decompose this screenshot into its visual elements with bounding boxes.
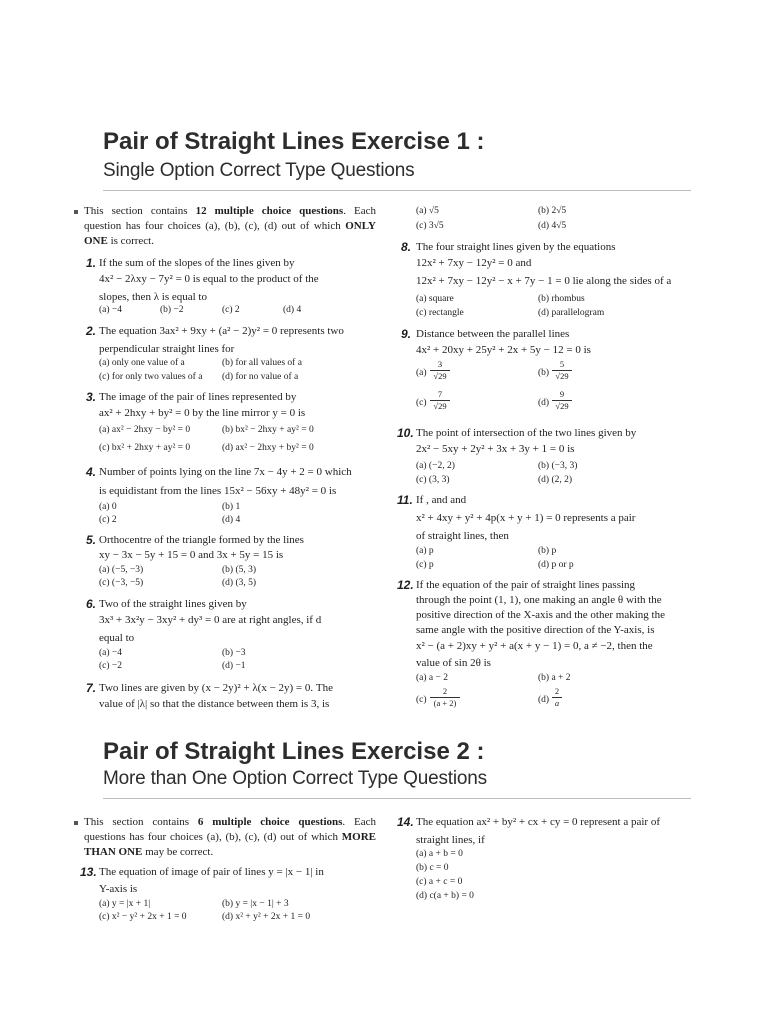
question-text: positive direction of the X-axis and the other making the: [416, 609, 665, 621]
option-c: (c) rectangle: [416, 308, 464, 318]
option-c: (c) 2: [99, 515, 117, 525]
question-number: 9.: [401, 327, 412, 341]
question-text: straight lines, if: [416, 834, 485, 846]
question-text: of straight lines, then: [416, 530, 509, 542]
bullet-icon: [74, 210, 78, 214]
question-number: 7.: [86, 681, 97, 695]
fraction-numerator: 3: [437, 359, 443, 369]
option-d: (d) ax² − 2hxy + by² = 0: [222, 443, 314, 453]
fraction-denominator: √29: [555, 401, 569, 411]
option-b: (b) (5, 3): [222, 565, 257, 575]
question-text: Distance between the parallel lines: [416, 328, 570, 340]
question-text: Y-axis is: [99, 883, 138, 895]
option-a: (a) only one value of a: [99, 358, 185, 368]
option-b: (b) (−3, 3): [538, 461, 578, 471]
option-a: (a): [416, 368, 427, 378]
option-b: (b) a + 2: [538, 673, 571, 683]
exercise-2-title: Pair of Straight Lines Exercise 2 :: [103, 738, 485, 765]
option-b: (b) for all values of a: [222, 358, 302, 368]
option-a: (a) (−2, 2): [416, 461, 455, 471]
option-b: (b) −2: [160, 305, 184, 315]
option-c: (c) x² − y² + 2x + 1 = 0: [99, 912, 187, 922]
option-d: (d) parallelogram: [538, 308, 605, 318]
question-text: The equation 3ax² + 9xy + (a² − 2)y² = 0 represents two: [99, 325, 344, 337]
question-text: The equation ax² + by² + cx + cy = 0 represent a pair of: [416, 816, 660, 828]
question-text: 12x² + 7xy − 12y² − x + 7y − 1 = 0 lie along the sides of a: [416, 275, 672, 287]
option-c: (c): [416, 695, 427, 705]
question-text: Two lines are given by (x − 2y)² + λ(x − 2y) = 0. The: [99, 682, 333, 694]
option-c: (c) (−3, −5): [99, 578, 144, 588]
question-text: The image of the pair of lines represented by: [99, 391, 297, 403]
question-text: 12x² + 7xy − 12y² = 0 and: [416, 257, 532, 269]
option-a: (a) a − 2: [416, 673, 448, 683]
option-a: (a) p: [416, 546, 434, 556]
question-number: 11.: [397, 493, 413, 507]
question-text: 3x³ + 3x²y − 3xy² + dy³ = 0 are at right angles, if d: [99, 614, 322, 626]
fraction-numerator: 2: [442, 686, 448, 696]
question-number: 1.: [86, 256, 97, 270]
question-number: 10.: [397, 426, 414, 440]
question-text: x² + 4xy + y² + 4p(x + y + 1) = 0 represents a pair: [416, 512, 636, 524]
option-b: (b) p: [538, 546, 557, 556]
question-text: 4x² + 20xy + 25y² + 2x + 5y − 12 = 0 is: [416, 344, 591, 356]
option-b: (b) 1: [222, 502, 241, 512]
option-d: (d) for no value of a: [222, 372, 299, 382]
option-b: (b) bx² − 2hxy + ay² = 0: [222, 425, 314, 435]
question-text: Number of points lying on the line 7x − 4y + 2 = 0 which: [99, 466, 352, 478]
option-c: (c) p: [416, 560, 434, 570]
option-c: (c) for only two values of a: [99, 372, 203, 382]
option-d: (d) −1: [222, 661, 246, 671]
exercise-2-subtitle: More than One Option Correct Type Questions: [103, 768, 487, 789]
question-text: The point of intersection of the two lines given by: [416, 427, 637, 439]
divider: [103, 190, 691, 191]
fraction-denominator: √29: [555, 371, 569, 381]
question-text: If the equation of the pair of straight lines passing: [416, 579, 636, 591]
option-c: (c) (3, 3): [416, 475, 450, 485]
option-c: (c) 3√5: [416, 221, 444, 231]
question-number: 8.: [401, 240, 412, 254]
fraction-denominator: a: [554, 698, 560, 708]
question-text: xy − 3x − 5y + 15 = 0 and 3x + 5y = 15 is: [99, 549, 284, 561]
option-b: (b) c = 0: [416, 863, 449, 873]
fraction-numerator: 9: [559, 389, 565, 399]
option-c: (c): [416, 398, 427, 408]
exercise-2-intro: This section contains 6 multiple choice questions. Each questions has four choices (a), (b), (c), (d) out of which MORE THAN ONE may be correct.: [84, 816, 377, 858]
option-a: (a) 0: [99, 502, 117, 512]
question-text: If the sum of the slopes of the lines given by: [99, 257, 295, 269]
option-d: (d) x² + y² + 2x + 1 = 0: [222, 912, 311, 922]
option-a: (a) −4: [99, 648, 123, 658]
option-a: (a) −4: [99, 305, 123, 315]
question-text: 2x² − 5xy + 2y² + 3x + 3y + 1 = 0 is: [416, 443, 575, 455]
question-number: 2.: [86, 324, 97, 338]
question-number: 5.: [86, 533, 97, 547]
question-text: perpendicular straight lines for: [99, 343, 235, 355]
option-b: (b): [538, 368, 550, 378]
question-text: value of sin 2θ is: [416, 657, 491, 669]
question-text: value of |λ| so that the distance between them is 3, is: [99, 698, 330, 710]
question-number: 14.: [397, 815, 414, 829]
option-d: (d) 4√5: [538, 221, 567, 231]
option-c: (c) −2: [99, 661, 123, 671]
option-b: (b) y = |x − 1| + 3: [222, 899, 289, 909]
option-b: (b) −3: [222, 648, 246, 658]
option-a: (a) y = |x + 1|: [99, 899, 151, 909]
fraction-denominator: √29: [433, 371, 447, 381]
fraction-numerator: 2: [554, 686, 560, 696]
question-text: ax² + 2hxy + by² = 0 by the line mirror y = 0 is: [99, 407, 306, 419]
question-text: x² − (a + 2)xy + y² + a(x + y − 1) = 0, a ≠ −2, then the: [416, 640, 653, 652]
question-text: Two of the straight lines given by: [99, 598, 247, 610]
option-a: (a) (−5, −3): [99, 565, 144, 575]
question-number: 6.: [86, 597, 97, 611]
bullet-icon: [74, 821, 78, 825]
question-text: The equation of image of pair of lines y = |x − 1| in: [99, 866, 324, 878]
question-text: Orthocentre of the triangle formed by the lines: [99, 534, 304, 546]
fraction-denominator: √29: [433, 401, 447, 411]
option-d: (d) 4: [222, 515, 241, 525]
question-number: 12.: [397, 578, 414, 592]
question-number: 4.: [86, 465, 97, 479]
option-b: (b) rhombus: [538, 294, 585, 304]
option-a: (a) ax² − 2hxy − by² = 0: [99, 425, 191, 435]
question-text: slopes, then λ is equal to: [99, 291, 207, 303]
option-c: (c) 2: [222, 305, 240, 315]
option-d: (d): [538, 398, 550, 408]
question-number: 13.: [80, 865, 97, 879]
question-text: same angle with the positive direction of the Y-axis, is: [416, 624, 655, 636]
option-b: (b) 2√5: [538, 206, 567, 216]
question-text: is equidistant from the lines 15x² − 56xy + 48y² = 0 is: [99, 485, 337, 497]
option-d: (d) c(a + b) = 0: [416, 891, 474, 901]
option-a: (a) √5: [416, 206, 439, 216]
option-d: (d) 4: [283, 305, 302, 315]
option-d: (d) (3, 5): [222, 578, 257, 588]
option-d: (d) p or p: [538, 560, 574, 570]
question-text: through the point (1, 1), one making an angle θ with the: [416, 594, 662, 606]
question-text: If , and and: [416, 494, 467, 506]
exercise-1-subtitle: Single Option Correct Type Questions: [103, 160, 415, 181]
question-text: 4x² − 2λxy − 7y² = 0 is equal to the product of the: [99, 273, 319, 285]
fraction-denominator: (a + 2): [433, 698, 457, 708]
question-text: equal to: [99, 632, 135, 644]
fraction-numerator: 7: [437, 389, 443, 399]
divider: [103, 798, 691, 799]
exercise-1-intro: This section contains 12 multiple choice questions. Each question has four choices (a), (b), (c), (d) out of which ONLY ONE is correct.: [84, 205, 376, 247]
option-d: (d) (2, 2): [538, 475, 573, 485]
option-a: (a) a + b = 0: [416, 849, 463, 859]
option-c: (c) a + c = 0: [416, 877, 463, 887]
fraction-numerator: 5: [559, 359, 565, 369]
option-d: (d): [538, 695, 550, 705]
option-c: (c) bx² + 2hxy + ay² = 0: [99, 443, 191, 453]
exercise-1-title: Pair of Straight Lines Exercise 1 :: [103, 128, 485, 155]
question-number: 3.: [86, 390, 97, 404]
option-a: (a) square: [416, 294, 454, 304]
question-text: The four straight lines given by the equations: [416, 241, 616, 253]
